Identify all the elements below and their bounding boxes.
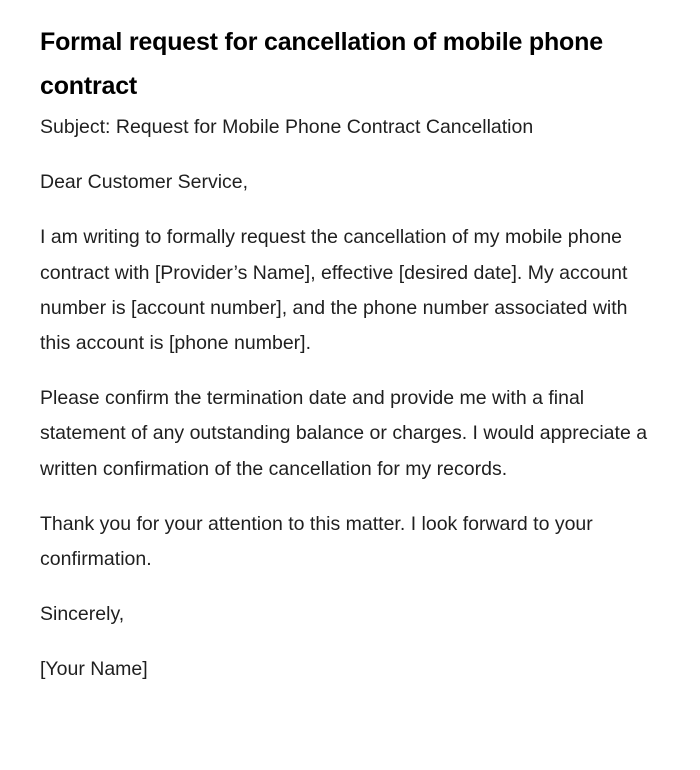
document-title: Formal request for cancellation of mobile phone contract bbox=[40, 28, 603, 100]
closing: Sincerely, bbox=[40, 603, 125, 626]
body-paragraph-confirmation: Please confirm the termination date and provide me with a final statement of any outstanding balance or charges. I would appreciate a written confirmation of the cancellation for my records. bbox=[40, 387, 648, 480]
body-paragraph-request: I am writing to formally request the cancellation of my mobile phone contract with [Provider’s Name], effective [desired date]. My account number is [account number], and the phone number associated with this account is [phone number]. bbox=[40, 226, 628, 355]
salutation: Dear Customer Service, bbox=[40, 171, 249, 194]
body-paragraph-thanks: Thank you for your attention to this matter. I look forward to your confirmation. bbox=[40, 512, 593, 571]
subject-line: Subject: Request for Mobile Phone Contract Cancellation bbox=[40, 116, 534, 138]
signature: [Your Name] bbox=[40, 658, 148, 681]
